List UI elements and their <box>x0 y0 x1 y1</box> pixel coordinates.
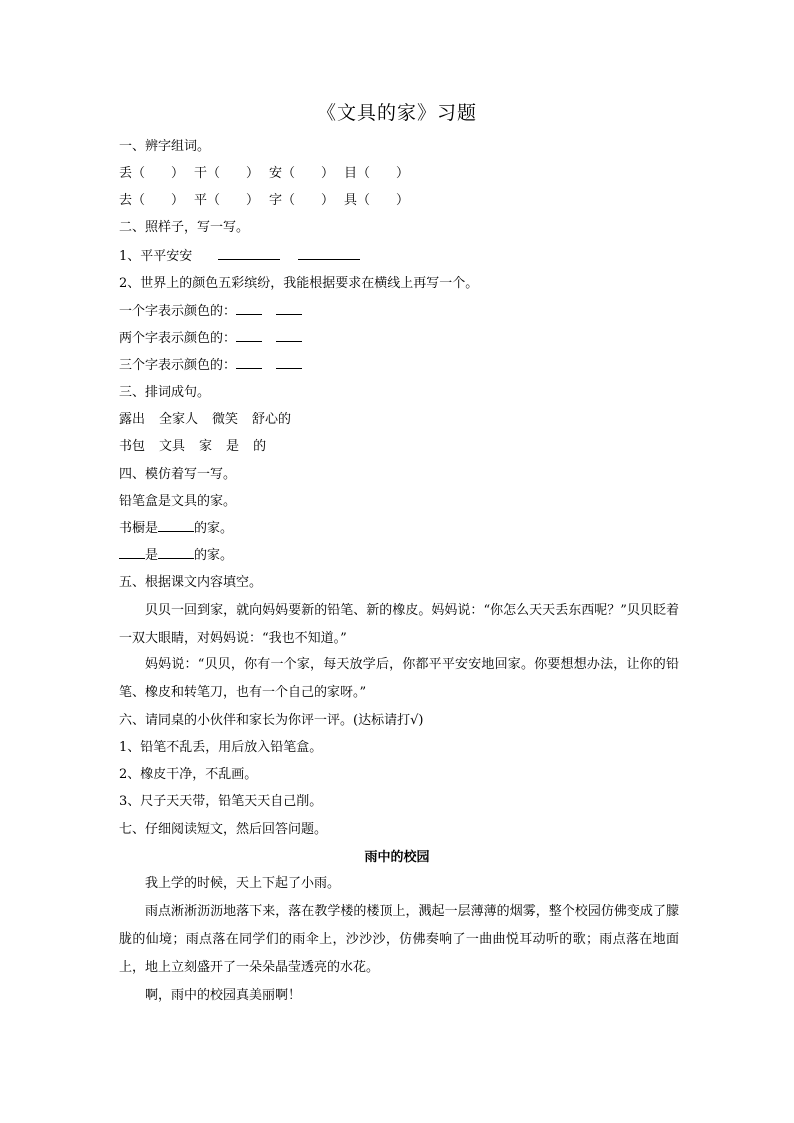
section-5-paragraph-1: 贝贝一回到家，就向妈妈要新的铅笔、新的橡皮。妈妈说：“你怎么天天丢东西呢？”贝贝眨着一双大眼睛，对妈妈说：“我也不知道。” <box>119 603 679 646</box>
color-two-label: 两个字表示颜色的： <box>119 331 237 346</box>
section-3-row-2 <box>119 433 679 460</box>
color-three-char-line <box>119 352 679 379</box>
word-chip: 文具 <box>159 439 186 454</box>
story-paragraph-3: 啊，雨中的校园真美丽啊！ <box>145 988 302 1003</box>
word-chip: 全家人 <box>159 412 199 427</box>
home-label: 的家。 <box>194 521 234 536</box>
color-one-label: 一个字表示颜色的： <box>119 304 237 319</box>
section-3-row-1 <box>119 406 679 433</box>
answer-blank[interactable] <box>236 299 262 315</box>
page-title: 《文具的家》习题 <box>316 102 477 124</box>
answer-blank[interactable] <box>119 543 145 559</box>
word-item: 去（ ） <box>119 193 185 208</box>
section-2-q2: 2、世界上的颜色五彩缤纷，我能根据要求在横线上再写一个。 <box>119 276 479 291</box>
checklist-item: 1、铅笔不乱丢，用后放入铅笔盒。 <box>119 740 323 755</box>
section-7-heading: 七、仔细阅读短文，然后回答问题。 <box>119 822 328 837</box>
is-label: 是 <box>145 548 159 563</box>
section-6-heading: 六、请同桌的小伙伴和家长为你评一评。(达标请打√) <box>119 713 424 728</box>
bookcase-label: 书橱是 <box>119 521 159 536</box>
section-4-example: 铅笔盒是文具的家。 <box>119 494 237 509</box>
word-item: 丢（ ） <box>119 166 185 181</box>
color-two-char-line <box>119 325 679 352</box>
q1-example: 1、平平安安 <box>119 249 193 264</box>
word-chip: 微笑 <box>212 412 239 427</box>
answer-blank[interactable] <box>276 353 302 369</box>
checklist-item: 2、橡皮干净，不乱画。 <box>119 767 258 782</box>
word-chip: 书包 <box>119 439 146 454</box>
word-item: 目（ ） <box>344 166 410 181</box>
answer-blank[interactable] <box>276 299 302 315</box>
story-paragraph-2: 雨点淅淅沥沥地落下来，落在教学楼的楼顶上，溅起一层薄薄的烟雾，整个校园仿佛变成了朦胧的仙境；雨点落在同学们的雨伞上，沙沙沙，仿佛奏响了一曲曲悦耳动听的歌；雨点落在地面上，地上立刻盛开了一朵朵晶莹透亮的水花。 <box>119 904 679 975</box>
section-3-heading: 三、排词成句。 <box>119 385 211 400</box>
answer-blank[interactable] <box>276 326 302 342</box>
word-chip: 家 <box>199 439 213 454</box>
word-chip: 是 <box>226 439 240 454</box>
answer-blank[interactable] <box>158 543 194 559</box>
section-4-heading: 四、模仿着写一写。 <box>119 467 237 482</box>
color-one-char-line <box>119 298 679 325</box>
section-1-row-1 <box>119 160 679 187</box>
word-item: 具（ ） <box>344 193 410 208</box>
answer-blank[interactable] <box>218 244 280 260</box>
section-5-heading: 五、根据课文内容填空。 <box>119 575 263 590</box>
section-1-row-2 <box>119 187 679 214</box>
word-item: 字（ ） <box>269 193 335 208</box>
answer-blank[interactable] <box>298 244 360 260</box>
answer-blank[interactable] <box>236 326 262 342</box>
section-1-heading: 一、辨字组词。 <box>119 139 211 154</box>
home-label: 的家。 <box>194 548 234 563</box>
section-2-q1 <box>119 243 679 270</box>
story-title: 雨中的校园 <box>364 850 430 865</box>
word-chip: 的 <box>253 439 267 454</box>
story-paragraph-1: 我上学的时候，天上下起了小雨。 <box>145 876 341 891</box>
word-chip: 舒心的 <box>252 412 292 427</box>
word-item: 安（ ） <box>269 166 335 181</box>
word-item: 平（ ） <box>194 193 260 208</box>
color-three-label: 三个字表示颜色的： <box>119 358 237 373</box>
checklist-item: 3、尺子天天带，铅笔天天自己削。 <box>119 794 323 809</box>
word-chip: 露出 <box>119 412 146 427</box>
section-4-line-2 <box>119 515 679 542</box>
answer-blank[interactable] <box>236 353 262 369</box>
word-item: 干（ ） <box>194 166 260 181</box>
section-2-heading: 二、照样子，写一写。 <box>119 220 250 235</box>
section-4-line-3 <box>119 542 679 569</box>
answer-blank[interactable] <box>158 516 194 532</box>
section-5-paragraph-2: 妈妈说：“贝贝，你有一个家，每天放学后，你都平平安安地回家。你要想想办法，让你的铅笔、橡皮和转笔刀，也有一个自己的家呀。” <box>119 657 679 700</box>
